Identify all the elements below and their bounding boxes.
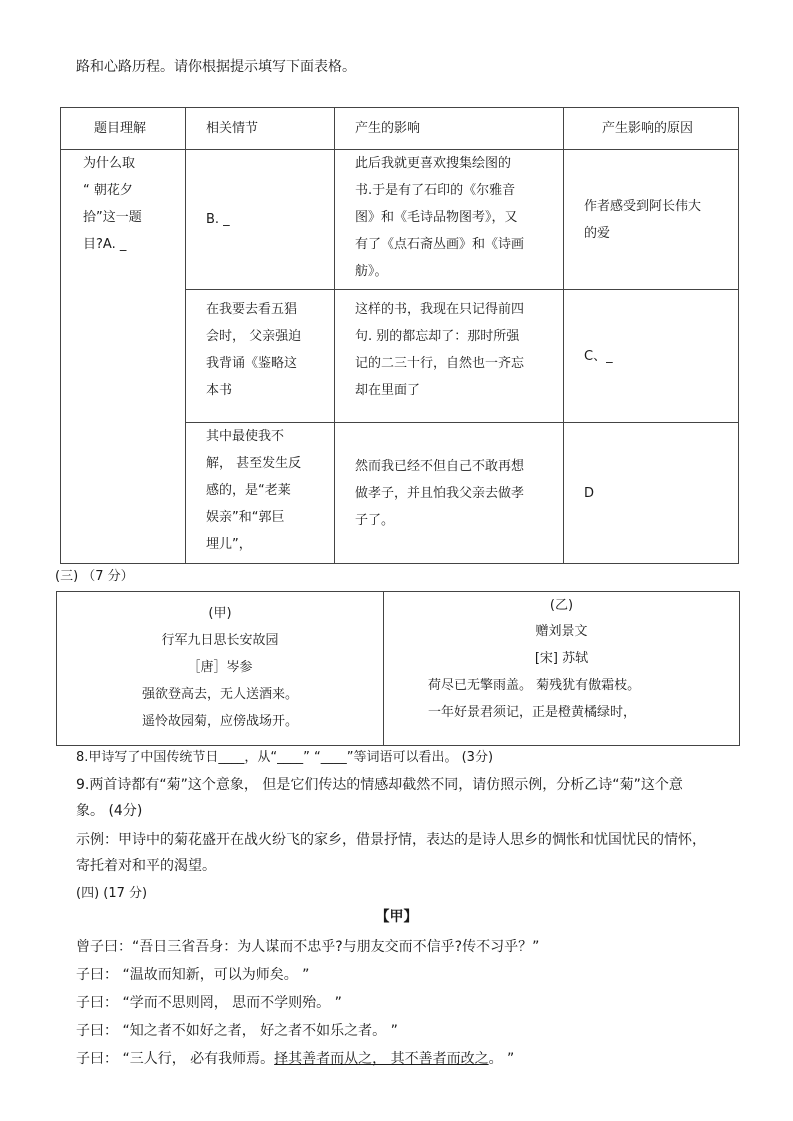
header-effect: 产生的影响 — [335, 108, 564, 150]
reason-cell: D — [564, 423, 739, 564]
underlined-sentence: 择其善者而从之， 其不善者而改之 — [274, 1051, 489, 1067]
poem-jia-line: 遥怜故园菊，应傍战场开。 — [141, 714, 298, 729]
header-related-plot: 相关情节 — [186, 108, 335, 150]
poem-yi-author: [宋] 苏轼 — [534, 651, 589, 666]
plot-cell: 在我要去看五猖 会时， 父亲强迫 我背诵《鉴略这 本书 — [186, 290, 335, 423]
section-3-label: (三) （7 分） — [55, 569, 134, 584]
header-title-understanding: 题目理解 — [61, 108, 186, 150]
plot-cell: B. _ — [186, 150, 335, 290]
lunyu-line: 子曰： “学而不思则罔， 思而不学则殆。 ” — [76, 995, 342, 1011]
example-line2: 寄托着对和平的渴望。 — [76, 858, 216, 874]
question-9-line2: 象。 (4分) — [76, 803, 143, 819]
question-9-line1: 9.两首诗都有“菊”这个意象， 但是它们传达的情感却截然不同，请仿照示例，分析乙诗“菊”这个意 — [76, 777, 683, 793]
lunyu-line: 子曰： “知之者不如好之者， 好之者不如乐之者。 ” — [76, 1023, 398, 1039]
poem-yi-line: 一年好景君须记，正是橙黄橘绿时， — [428, 705, 637, 720]
example-line1: 示例：甲诗中的菊花盛开在战火纷飞的家乡，借景抒情，表达的是诗人思乡的惆怅和忧国忧民的情怀， — [76, 832, 706, 848]
plot-cell: 其中最使我不 解， 甚至发生反 感的，是“老莱 娱亲”和“郭巨 埋儿”， — [186, 423, 335, 564]
poem-yi-label: (乙) — [549, 598, 574, 613]
lunyu-line: 子曰： “温故而知新，可以为师矣。 ” — [76, 967, 310, 983]
table-row — [61, 150, 739, 290]
table-header-row — [61, 108, 739, 150]
passage-jia-title: 【甲】 — [375, 909, 418, 925]
reason-cell: 作者感受到阿长伟大 的爱 — [564, 150, 739, 290]
intro-line: 路和心路历程。请你根据提示填写下面表格。 — [76, 59, 356, 75]
lunyu-line: 子曰： “三人行， 必有我师焉。择其善者而从之， 其不善者而改之。 ” — [76, 1051, 515, 1067]
effect-cell: 然而我已经不但自己不敢再想 做孝子，并且怕我父亲去做孝 子了。 — [335, 423, 564, 564]
poem-box — [56, 591, 740, 746]
effect-cell: 此后我就更喜欢搜集绘图的 书.于是有了石印的《尔雅音 图》和《毛诗品物图考》，又 有了《点石斋丛画》和《诗画 舫》。 — [335, 150, 564, 290]
poem-yi-title: 赠刘景文 — [535, 624, 588, 639]
lunyu-line: 曾子曰：“吾日三省吾身：为人谋而不忠乎?与朋友交而不信乎?传不习乎？” — [76, 939, 540, 955]
reason-cell: C、_ — [564, 290, 739, 423]
question-8: 8.甲诗写了中国传统节日____，从“____” “____”等词语可以看出。 (3分) — [76, 750, 494, 765]
header-reason: 产生影响的原因 — [564, 108, 739, 150]
poem-jia-author: ［唐］岑参 — [187, 660, 253, 675]
poem-jia-line: 强欲登高去，无人送酒来。 — [141, 687, 298, 702]
section-4-label: (四) (17 分) — [76, 886, 148, 901]
poem-jia-label: (甲) — [208, 606, 232, 621]
reading-table — [60, 107, 739, 564]
poem-jia-title: 行军九日思长安故园 — [161, 633, 279, 648]
poem-yi-line: 荷尽已无擎雨盖。 菊残犹有傲霜枝。 — [428, 678, 641, 693]
poem-jia — [57, 592, 384, 745]
title-understanding-cell: 为什么取 “ 朝花夕 拾”这一题 目?A. _ — [61, 150, 186, 564]
effect-cell: 这样的书，我现在只记得前四 句. 别的都忘却了：那时所强 记的二三十行，自然也一齐忘 却在里面了 — [335, 290, 564, 423]
poem-yi — [384, 592, 739, 745]
